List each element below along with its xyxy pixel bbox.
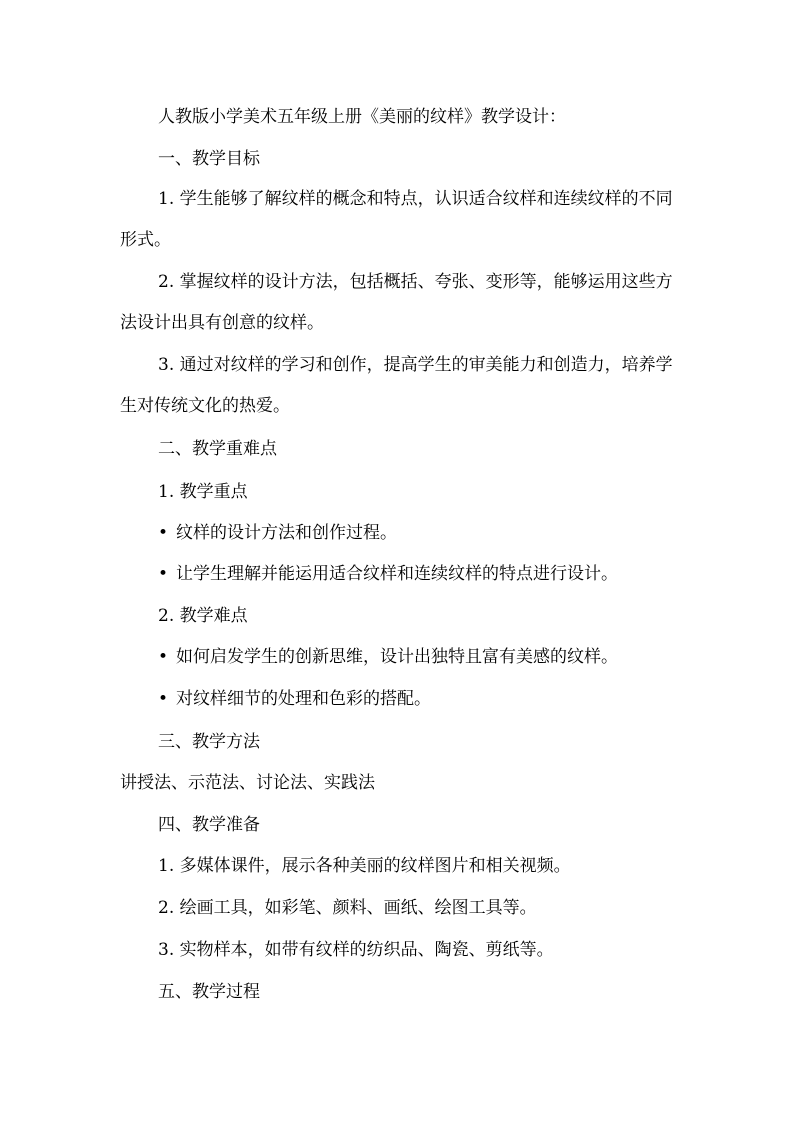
preparation-item-2: 2. 绘画工具，如彩笔、颜料、画纸、绘图工具等。	[158, 898, 537, 918]
subsection-heading-focus: 1. 教学重点	[158, 482, 248, 502]
bullet-icon: •	[158, 647, 169, 667]
section-heading-key-points: 二、教学重难点	[158, 439, 277, 459]
section-heading-methods: 三、教学方法	[158, 732, 260, 752]
section-heading-objectives: 一、教学目标	[158, 149, 260, 169]
bullet-icon: •	[158, 689, 169, 709]
bullet-text: 让学生理解并能运用适合纹样和连续纹样的特点进行设计。	[176, 564, 619, 584]
bullet-item	[158, 563, 718, 585]
objective-item-2: 2. 掌握纹样的设计方法，包括概括、夸张、变形等，能够运用这些方法设计出具有创意的纹样。	[120, 272, 673, 333]
methods-text: 讲授法、示范法、讨论法、实践法	[120, 773, 375, 793]
objective-item-1: 1. 学生能够了解纹样的概念和特点，认识适合纹样和连续纹样的不同形式。	[120, 189, 673, 250]
bullet-text: 纹样的设计方法和创作过程。	[176, 523, 398, 543]
bullet-text: 对纹样细节的处理和色彩的搭配。	[176, 689, 432, 709]
subsection-heading-difficulty: 2. 教学难点	[158, 606, 248, 626]
bullet-icon: •	[158, 523, 169, 543]
section-heading-process: 五、教学过程	[158, 982, 260, 1002]
document-title: 人教版小学美术五年级上册《美丽的纹样》教学设计：	[158, 107, 566, 127]
bullet-item	[158, 646, 718, 668]
bullet-icon: •	[158, 564, 169, 584]
section-heading-preparation: 四、教学准备	[158, 815, 260, 835]
preparation-item-3: 3. 实物样本，如带有纹样的纺织品、陶瓷、剪纸等。	[158, 940, 554, 960]
objective-item-3: 3. 通过对纹样的学习和创作，提高学生的审美能力和创造力，培养学生对传统文化的热爱。	[120, 355, 673, 416]
bullet-item	[158, 522, 718, 544]
preparation-item-1: 1. 多媒体课件，展示各种美丽的纹样图片和相关视频。	[158, 856, 571, 876]
bullet-item	[158, 688, 718, 710]
bullet-text: 如何启发学生的创新思维，设计出独特且富有美感的纹样。	[176, 647, 619, 667]
